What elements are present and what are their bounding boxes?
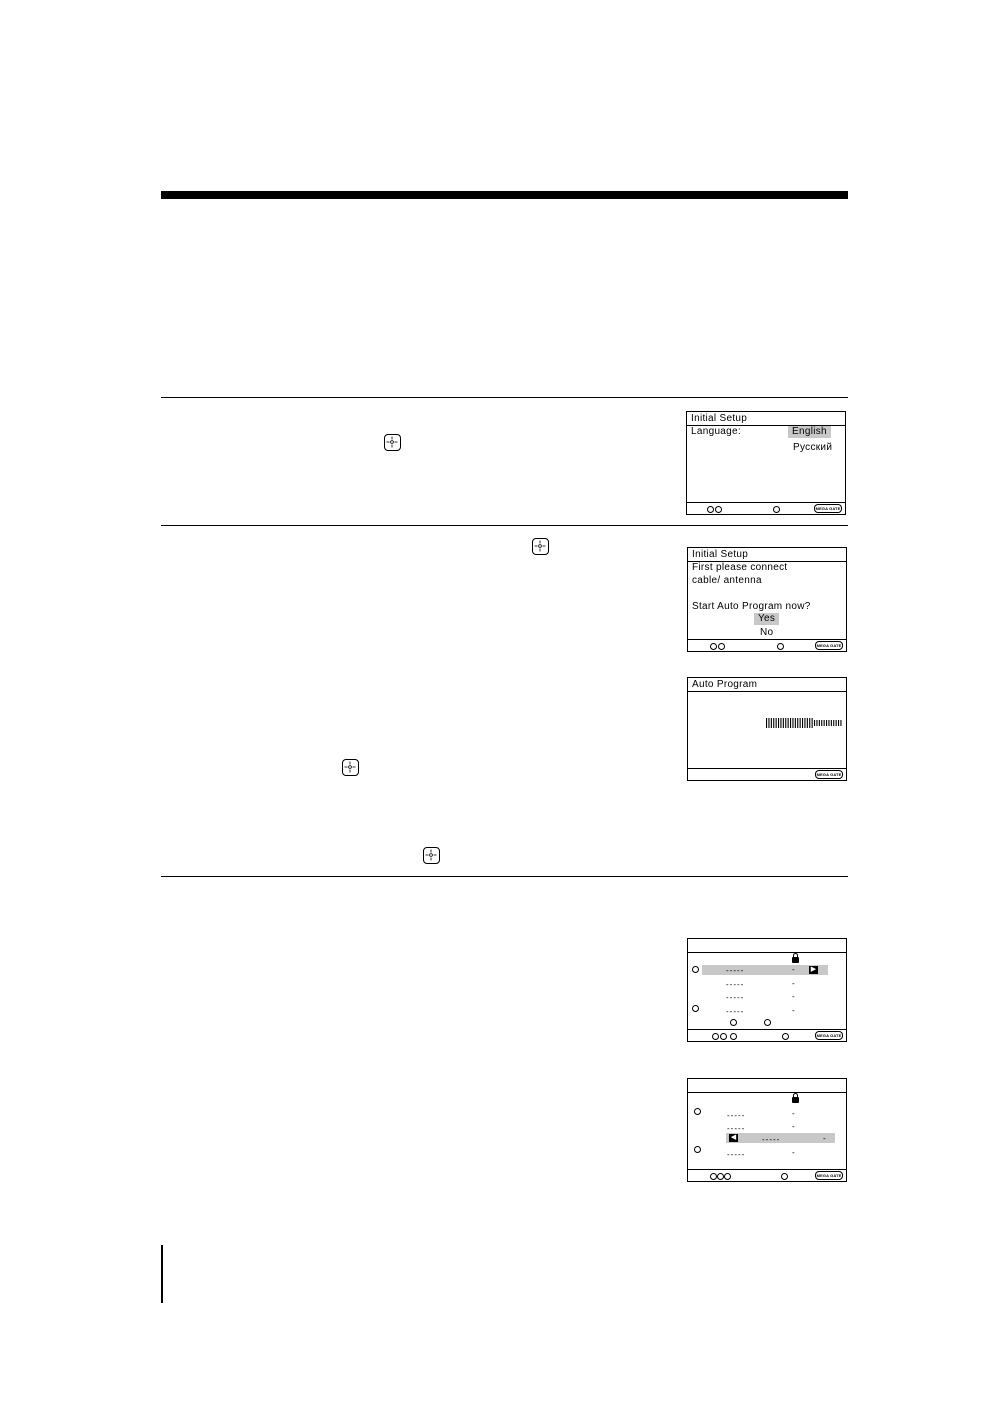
ok-button-icon — [532, 538, 549, 555]
progress-tick-filled — [800, 718, 801, 728]
screen-title: Initial Setup — [687, 412, 845, 426]
progress-tick — [840, 720, 841, 726]
down-arrow-icon — [692, 1005, 699, 1012]
progress-tick-filled — [804, 718, 805, 728]
progress-tick-filled — [768, 718, 769, 728]
left-arrow-icon: ◀ — [730, 1134, 737, 1141]
list-item-placeholder: ----- — [726, 1007, 745, 1016]
edit-row-selected[interactable] — [726, 1133, 835, 1143]
up-down-icon — [710, 1173, 717, 1180]
progress-tick-filled — [783, 718, 784, 728]
yes-option-selected[interactable]: Yes — [754, 613, 779, 625]
ok-button-icon — [423, 847, 440, 864]
list-item-placeholder: ----- — [727, 1111, 746, 1120]
progress-tick-filled — [788, 718, 789, 728]
screen-footer — [688, 639, 846, 651]
list-item-placeholder: - — [792, 979, 796, 988]
progress-tick-filled — [795, 718, 796, 728]
section-divider-2 — [161, 525, 848, 526]
up-down-icon — [717, 1173, 724, 1180]
list-item-placeholder: - — [792, 1109, 796, 1118]
page-edge-marker — [161, 1245, 163, 1303]
tv-screen-auto-program — [687, 677, 847, 781]
tv-screen-connect — [687, 547, 847, 652]
progress-tick-filled — [773, 718, 774, 728]
tv-screen-language — [686, 411, 846, 515]
list-item-placeholder: ----- — [727, 1124, 746, 1133]
up-down-icon — [707, 506, 714, 513]
ok-icon — [730, 1019, 737, 1026]
screen-footer — [688, 1029, 846, 1041]
list-item-placeholder: ----- — [726, 980, 745, 989]
screen-title — [688, 939, 846, 953]
mega-gate-icon: MEGA GATE — [816, 643, 842, 648]
progress-tick — [814, 720, 815, 726]
list-item-placeholder: ----- — [726, 966, 745, 975]
screen-title — [688, 1079, 846, 1093]
up-down-icon — [724, 1173, 731, 1180]
up-down-icon — [715, 506, 722, 513]
progress-tick — [819, 720, 820, 726]
progress-tick — [838, 720, 839, 726]
up-down-icon — [718, 643, 725, 650]
progress-tick-filled — [771, 718, 772, 728]
list-item-placeholder: ----- — [762, 1135, 781, 1144]
mega-gate-icon: MEGA GATE — [816, 772, 842, 777]
progress-tick-filled — [792, 718, 793, 728]
auto-program-question: Start Auto Program now? — [692, 601, 811, 612]
list-item-placeholder: - — [823, 1134, 827, 1143]
list-item-placeholder: - — [792, 1122, 796, 1131]
progress-tick-filled — [766, 718, 767, 728]
screen-footer — [688, 768, 846, 780]
mega-gate-icon: MEGA GATE — [816, 1173, 842, 1178]
ok-icon — [764, 1019, 771, 1026]
progress-tick-filled — [797, 718, 798, 728]
progress-tick-filled — [790, 718, 791, 728]
right-arrow-icon: ▶ — [810, 966, 817, 973]
list-item-placeholder: - — [792, 965, 796, 974]
list-item-placeholder: ----- — [727, 1150, 746, 1159]
ok-icon — [777, 643, 784, 650]
screen-title: Auto Program — [688, 678, 846, 692]
language-label: Language: — [691, 426, 741, 437]
up-down-icon — [712, 1033, 719, 1040]
language-option[interactable]: Русский — [793, 442, 833, 453]
ok-icon — [773, 506, 780, 513]
progress-tick — [833, 720, 834, 726]
ok-icon — [781, 1173, 788, 1180]
screen-title: Initial Setup — [688, 548, 846, 562]
progress-tick-filled — [778, 718, 779, 728]
ok-icon — [782, 1033, 789, 1040]
progress-tick-filled — [776, 718, 777, 728]
mega-gate-icon: MEGA GATE — [816, 1033, 842, 1038]
list-item-placeholder: - — [792, 1006, 796, 1015]
list-item-placeholder: ----- — [726, 993, 745, 1002]
up-arrow-icon — [692, 966, 699, 973]
progress-tick — [836, 720, 837, 726]
section-divider-1 — [161, 397, 848, 398]
language-option-selected[interactable]: English — [788, 426, 831, 438]
progress-tick-filled — [780, 718, 781, 728]
progress-bar — [766, 718, 844, 728]
up-down-icon — [710, 643, 717, 650]
down-arrow-icon — [694, 1146, 701, 1153]
up-down-icon — [720, 1033, 727, 1040]
screen-footer — [688, 1169, 846, 1181]
connect-line-1: First please connect — [692, 562, 788, 573]
progress-tick — [831, 720, 832, 726]
no-option[interactable]: No — [760, 627, 774, 638]
progress-tick-filled — [812, 718, 813, 728]
up-arrow-icon — [694, 1108, 701, 1115]
progress-tick — [826, 720, 827, 726]
progress-tick-filled — [802, 718, 803, 728]
progress-tick — [828, 720, 829, 726]
progress-tick-filled — [785, 718, 786, 728]
tv-screen-program-edit — [687, 1078, 847, 1182]
section-divider-3 — [161, 876, 848, 877]
tv-screen-program-list — [687, 938, 847, 1042]
progress-tick — [816, 720, 817, 726]
progress-tick — [821, 720, 822, 726]
ok-button-icon — [384, 434, 401, 451]
list-item-placeholder: - — [792, 992, 796, 1001]
lock-icon — [792, 957, 799, 963]
progress-tick — [824, 720, 825, 726]
progress-tick-filled — [809, 718, 810, 728]
ok-button-icon — [342, 759, 359, 776]
mega-gate-icon: MEGA GATE — [815, 506, 841, 511]
list-item-placeholder: - — [792, 1148, 796, 1157]
header-rule — [161, 191, 848, 199]
ok-icon — [730, 1033, 737, 1040]
lock-icon — [792, 1097, 799, 1103]
screen-footer — [687, 502, 845, 514]
connect-line-2: cable/ antenna — [692, 575, 762, 586]
progress-tick-filled — [807, 718, 808, 728]
